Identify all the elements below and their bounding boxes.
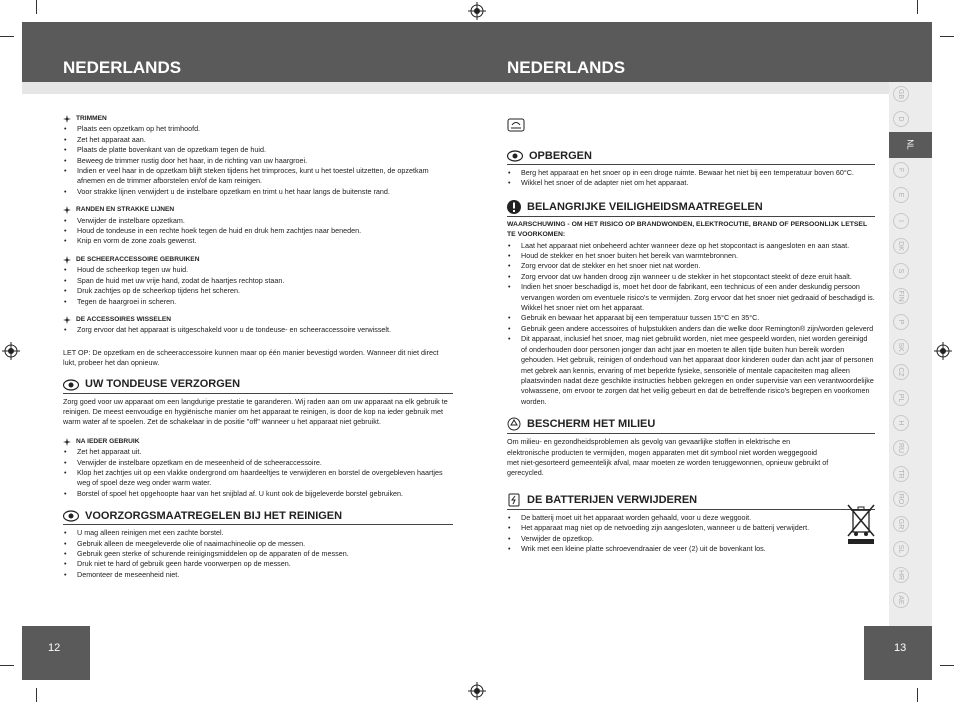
language-tab-label: FIN bbox=[897, 290, 905, 303]
subband-right bbox=[477, 82, 889, 94]
weee-bin-icon bbox=[845, 502, 877, 544]
na-gebruik-list bbox=[63, 447, 453, 499]
milieu-text: Om milieu- en gezondheidsproblemen als gevolg van gevaarlijke stoffen in elektrische en elektronische producten te vermijden, mogen apparaten met dit symbool niet worden weggegooid met niet-gesorteerd gemeentelijk afval, maar moeten ze worden teruggewonnen, opnieuw gebruikt of gerecycled. bbox=[507, 437, 829, 478]
language-tab-label: NL bbox=[905, 139, 915, 150]
language-tab-nl[interactable] bbox=[889, 132, 932, 158]
list-item: • Knip en vorm de zone zoals gewenst. bbox=[63, 236, 453, 246]
list-item: • Indien het snoer beschadigd is, moet het door de fabrikant, een technicus of een ander deskundig persoon vervangen worden om eventuele risico's te vermijden. Zorg ervoor dat het snoer niet gedraaid of beschadigd is. Wikkel het snoer niet om het apparaat. bbox=[507, 282, 875, 313]
language-tab-gr[interactable] bbox=[893, 516, 909, 532]
scheeraccessoire-heading: DE SCHEERACCESSOIRE GEBRUIKEN bbox=[63, 255, 453, 265]
crop-mark bbox=[940, 665, 954, 666]
page-number-left: 12 bbox=[22, 626, 90, 680]
language-tab-label: DK bbox=[897, 240, 905, 251]
crop-mark bbox=[0, 665, 14, 666]
list-item: • U mag alleen reinigen met een zachte borstel. bbox=[63, 528, 453, 538]
sparkle-icon bbox=[63, 438, 71, 446]
batterijen-heading: DE BATTERIJEN VERWIJDEREN bbox=[507, 493, 875, 510]
warning-icon bbox=[507, 200, 521, 214]
list-item: • Gebruik geen andere accessoires of hulpstukken anders dan die welke door Remington® zijn/worden geleverd bbox=[507, 324, 875, 334]
language-tab-f[interactable] bbox=[893, 162, 909, 178]
language-tab-i[interactable] bbox=[893, 213, 909, 229]
list-item: • Houd de stekker en het snoer buiten het bereik van warmtebronnen. bbox=[507, 251, 875, 261]
list-item: • Laat het apparaat niet onbeheerd achter wanneer deze op het stopcontact is aangesloten en aan staat. bbox=[507, 241, 875, 251]
language-tab-label: RU bbox=[897, 443, 905, 454]
language-tab-label: AE bbox=[897, 595, 905, 605]
eye-icon bbox=[63, 379, 79, 391]
crop-mark bbox=[917, 688, 918, 702]
language-tab-s[interactable] bbox=[893, 263, 909, 279]
na-gebruik-heading: NA IEDER GEBRUIK bbox=[63, 437, 453, 447]
list-item: • Gebruik alleen de meegeleverde olie of naaimachineolie op de messen. bbox=[63, 539, 453, 549]
trimmen-heading: TRIMMEN bbox=[63, 114, 453, 124]
list-item: • Zorg ervoor dat het apparaat is uitgeschakeld voor u de tondeuse- en scheeraccessoire verwisselt. bbox=[63, 325, 453, 335]
language-tab-label: CZ bbox=[897, 367, 905, 377]
language-tab-p[interactable] bbox=[893, 314, 909, 330]
verzorgen-text: Zorg goed voor uw apparaat om een langdurige prestatie te garanderen. Wij raden aan om uw apparaat na elk gebruik te reinigen. De meest eenvoudige en hygiënische manier om het apparaat te reinigen, is door de kop na ieder gebruik met warm water af te spoelen. Zet de schakelaar in de positie "off" wanneer u het apparaat niet gebruikt. bbox=[63, 396, 448, 427]
language-tab-label: SL bbox=[897, 545, 905, 554]
language-tab-h[interactable] bbox=[893, 415, 909, 431]
left-page-content bbox=[63, 114, 453, 580]
language-tab-label: F bbox=[897, 167, 905, 173]
list-item: • Druk zachtjes op de scheerkop tijdens het scheren. bbox=[63, 286, 453, 296]
list-item: • Het apparaat mag niet op de netvoeding zijn aangesloten, wanneer u de batterij verwijdert. bbox=[507, 523, 875, 533]
list-item: • Zorg ervoor dat uw handen droog zijn wanneer u de stekker in het stopcontact steekt of deze eruit haalt. bbox=[507, 272, 875, 282]
list-item: • Zet het apparaat uit. bbox=[63, 447, 453, 457]
list-item: • Houd de tondeuse in een rechte hoek tegen de huid en druk hem zachtjes naar beneden. bbox=[63, 226, 453, 236]
sparkle-icon bbox=[63, 256, 71, 264]
voorzorg-heading: VOORZORGSMAATREGELEN BIJ HET REINIGEN bbox=[63, 510, 453, 525]
batterijen-list bbox=[507, 513, 875, 555]
sparkle-icon bbox=[63, 206, 71, 214]
list-item: • Plaats een opzetkam op het trimhoofd. bbox=[63, 124, 453, 134]
language-tab-label: I bbox=[897, 219, 905, 222]
registration-mark-icon bbox=[934, 342, 952, 360]
language-tab-label: H bbox=[897, 420, 905, 426]
randen-heading: RANDEN EN STRAKKE LIJNEN bbox=[63, 205, 453, 215]
list-item: • Borstel of spoel het opgehoopte haar van het snijblad af. U kunt ook de bijgeleverde borstel gebruiken. bbox=[63, 489, 453, 499]
language-tab-label: S bbox=[897, 268, 905, 274]
voorzorg-list bbox=[63, 528, 453, 580]
trimmen-list bbox=[63, 124, 453, 197]
list-item: • Gebruik geen sterke of schurende reinigingsmiddelen op de apparaten of de messen. bbox=[63, 549, 453, 559]
milieu-heading: BESCHERM HET MILIEU bbox=[507, 417, 875, 434]
crop-mark bbox=[917, 0, 918, 14]
list-item: • Plaats de platte bovenkant van de opzetkam tegen de huid. bbox=[63, 145, 453, 155]
registration-mark-icon bbox=[468, 682, 486, 700]
storage-icon bbox=[507, 116, 525, 132]
subband-left bbox=[22, 82, 477, 94]
language-tab-label: D bbox=[897, 116, 905, 122]
scheeraccessoire-list bbox=[63, 265, 453, 307]
language-tab-tr[interactable] bbox=[893, 466, 909, 482]
language-tab-dk[interactable] bbox=[893, 238, 909, 254]
language-tab-sk[interactable] bbox=[893, 339, 909, 355]
crop-mark bbox=[36, 0, 37, 14]
page-title-left: NEDERLANDS bbox=[63, 58, 182, 77]
let-op-note: LET OP: De opzetkam en de scheeraccessoire kunnen maar op één manier bevestigd worden. Wanneer dit niet direct lukt, probeer het dan opnieuw. bbox=[63, 347, 439, 368]
registration-mark-icon bbox=[468, 2, 486, 20]
crop-mark bbox=[940, 36, 954, 37]
list-item: • Zorg ervoor dat de stekker en het snoer niet nat worden. bbox=[507, 261, 875, 271]
list-item: • Span de huid met uw vrije hand, zodat de haartjes rechtop staan. bbox=[63, 276, 453, 286]
opbergen-heading: OPBERGEN bbox=[507, 150, 875, 165]
sparkle-icon bbox=[63, 316, 71, 324]
eye-icon bbox=[63, 510, 79, 522]
language-tab-label: TR bbox=[897, 468, 905, 479]
list-item: • Gebruik en bewaar het apparaat bij een temperatuur tussen 15°C en 35°C. bbox=[507, 313, 875, 323]
language-tab-label: SK bbox=[897, 342, 905, 352]
recycle-icon bbox=[507, 417, 521, 431]
language-tab-hr[interactable] bbox=[893, 567, 909, 583]
language-tab-label: E bbox=[897, 192, 905, 198]
list-item: • Houd de scheerkop tegen uw huid. bbox=[63, 265, 453, 275]
language-tab-label: GR bbox=[897, 518, 905, 530]
list-item: • Verwijder de instelbare opzetkam en de meseenheid of de scheeraccessoire. bbox=[63, 458, 453, 468]
list-item: • Voor strakke lijnen verwijdert u de instelbare opzetkam en trimt u het haar langs de buitenste rand. bbox=[63, 187, 453, 197]
verzorgen-heading: UW TONDEUSE VERZORGEN bbox=[63, 379, 453, 394]
veiligheid-warning: WAARSCHUWING - OM HET RISICO OP BRANDWONDEN, ELEKTROCUTIE, BRAND OF PERSOONLIJK LETSEL TE VOORKOMEN: bbox=[507, 220, 867, 239]
list-item: • Wikkel het snoer of de adapter niet om het apparaat. bbox=[507, 178, 875, 188]
language-tab-label: RO bbox=[897, 493, 905, 505]
list-item: • Druk niet te hard of gebruik geen harde voorwerpen op de messen. bbox=[63, 559, 453, 569]
language-tab-label: P bbox=[897, 319, 905, 325]
opbergen-list bbox=[507, 168, 875, 189]
list-item: • Klop het zachtjes uit op een vlakke ondergrond om haardeeltjes te verwijderen en borstel de overgebleven haartjes weg of spoel deze weg onder warm water. bbox=[63, 468, 453, 489]
list-item: • Verwijder de instelbare opzetkam. bbox=[63, 216, 453, 226]
list-item: • Tegen de haargroei in scheren. bbox=[63, 297, 453, 307]
page-number-right: 13 bbox=[864, 626, 932, 680]
randen-list bbox=[63, 216, 453, 247]
list-item: • Wrik met een kleine platte schroevendraaier de veer (2) uit de bovenkant los. bbox=[507, 544, 875, 554]
veiligheid-heading: BELANGRIJKE VEILIGHEIDSMAATREGELEN bbox=[507, 200, 875, 217]
language-tab-label: GB bbox=[897, 88, 905, 100]
battery-icon bbox=[507, 493, 521, 507]
accessoires-heading: DE ACCESSOIRES WISSELEN bbox=[63, 315, 453, 325]
language-tab-ae[interactable] bbox=[893, 592, 909, 608]
language-tab-label: HR bbox=[897, 569, 905, 580]
list-item: • Dit apparaat, inclusief het snoer, mag niet gebruikt worden, niet mee gespeeld worden, niet worden gereinigd of onderhouden door personen jonger dan acht jaar en moeten te allen tijde buiten hun bereik worden gehouden. Het gebruik, reinigen of onderhoud van het apparaat door kinderen ouder dan acht jaar of personen met gebrek aan kennis, ervaring of met beperkte fysieke, sensoriële of mentale capaciteiten mag alleen plaatsvinden nadat deze geschikte instructies hebben gekregen en onder supervisie van een verantwoordelijke volwassene, om ervoor te zorgen dat het veilig gebeurt en dat de betreffende risico's begrepen en voorkomen worden. bbox=[507, 334, 875, 407]
page-title-right: NEDERLANDS bbox=[507, 58, 626, 77]
crop-mark bbox=[36, 688, 37, 702]
eye-icon bbox=[507, 150, 523, 162]
list-item: • Indien er veel haar in de opzetkam blijft steken tijdens het trimproces, kunt u het toestel uitzetten, de opzetkam afnemen en de trimmer afborstelen en/of de kam reinigen. bbox=[63, 166, 453, 187]
registration-mark-icon bbox=[2, 342, 20, 360]
sparkle-icon bbox=[63, 115, 71, 123]
veiligheid-list bbox=[507, 241, 875, 408]
list-item: • Berg het apparaat en het snoer op in een droge ruimte. Bewaar het niet bij een temperatuur boven 60°C. bbox=[507, 168, 875, 178]
list-item: • Beweeg de trimmer rustig door het haar, in de richting van uw haargroei. bbox=[63, 156, 453, 166]
language-tab-label: PL bbox=[897, 393, 905, 402]
language-tab-gb[interactable] bbox=[893, 86, 909, 102]
crop-mark bbox=[0, 36, 14, 37]
list-item: • Zet het apparaat aan. bbox=[63, 135, 453, 145]
list-item: • Demonteer de meseenheid niet. bbox=[63, 570, 453, 580]
list-item: • Verwijder de opzetkop. bbox=[507, 534, 875, 544]
list-item: • De batterij moet uit het apparaat worden gehaald, voor u deze weggooit. bbox=[507, 513, 875, 523]
language-tab-pl[interactable] bbox=[893, 390, 909, 406]
language-tab-ro[interactable] bbox=[893, 491, 909, 507]
right-page-content bbox=[507, 150, 875, 554]
accessoires-list bbox=[63, 325, 453, 335]
